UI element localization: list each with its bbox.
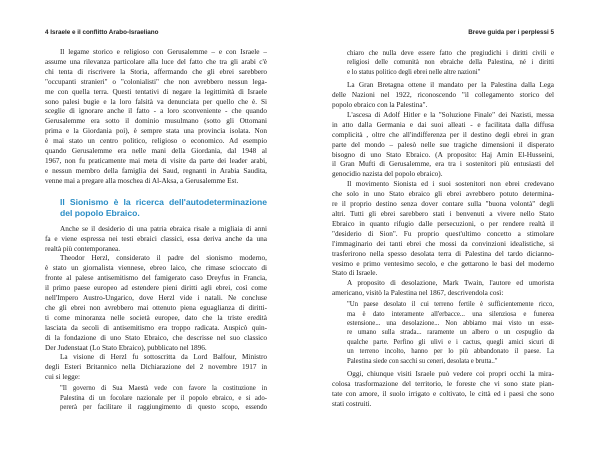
text-line: e nessun membro della famiglia dei Saud, regnanti in Arabia Saudita, [45, 166, 267, 175]
paragraph [45, 254, 267, 353]
text-line: qualche parte. Perfino gli ulivi e i cactus, quegli amici sicuri di [347, 338, 554, 346]
text-line: complicità , oltre che all'indifferenza per il destino degli ebrei in gran [332, 130, 554, 139]
running-head-left: 4 Israele e il conflitto Arabo-Israeliano [45, 29, 159, 36]
text-line: prima e la Giordania poi), è sempre stata una provincia isolata. Non [45, 127, 267, 136]
text-line: popolo ebraico con la Palestina". [332, 101, 428, 110]
paragraph [332, 370, 554, 410]
text-line: 1967, non fu praticamente mai meta di visite da parte dei leader arabi, [45, 156, 267, 165]
left-text-column [45, 48, 267, 416]
text-line: colosa trasformazione del territorio, le foreste che vi sono state pian- [332, 379, 554, 388]
running-head-right: Breve guida per i perplessi 5 [468, 29, 554, 36]
text-line: è stato un giornalista viennese, ebreo laico, che rimase scioccato di [45, 264, 267, 273]
text-line: genocidio nazista del popolo ebraico). [332, 170, 443, 179]
text-line: e lo status politico degli ebrei nelle altre nazioni" [347, 68, 481, 76]
text-line: fronte al palese antisemitismo del famigerato caso Dreyfus in Francia, [45, 274, 267, 283]
text-line: A proposito di desolazione, Mark Twain, l'autore ed umorista [347, 279, 554, 288]
text-line: del popolo Ebraico. [60, 207, 140, 218]
text-line: che solo in uno Stato ebraico gli ebrei avrebbero potuto determina- [332, 190, 554, 199]
text-line: chiaro che nulla deve essere fatto che pregiudichi i diritti civili e [347, 50, 554, 57]
paragraph [332, 81, 554, 111]
text-line: degli Esteri Britannico nella Dichiarazione del 2 novembre 1917 in [45, 363, 267, 372]
text-line: sceglie di ignorare anche il fatto - a loro sconveniente - che quando [45, 107, 267, 116]
text-line: Gerusalemme era sotto il dominio musulmano (sotto gli Ottomani [45, 117, 267, 126]
text-line: che gli ebrei non avrebbero mai ottenuto piena eguaglianza di diritti- [45, 303, 267, 312]
text-line: "occupanti stranieri" o "colonialisti" che non avrebbero nessun lega- [45, 77, 267, 86]
block-quote [347, 300, 554, 366]
paragraph [332, 180, 554, 279]
text-line: altri. Tutti gli ebrei sarebbero stati i benvenuti a vivere nello Stato [332, 210, 554, 218]
text-line: nell'Impero Austro-Ungarico, dove Herzl vide i natali. Ne concluse [45, 294, 267, 303]
text-line: realtà più contemporanea. [45, 244, 121, 253]
text-line: in atto dalla Germania e dai suoi alleati - e facilitata dalla diffusa [332, 120, 554, 129]
text-line: La visione di Herzl fu sottoscritta da Lord Balfour, Ministro [60, 353, 267, 362]
block-quote [347, 49, 554, 77]
text-line: lasciata da secoli di antisemitismo era troppo radicata. Auspicò quin- [45, 323, 267, 332]
text-line: "Il governo di Sua Maestà vede con favore la costituzione in [60, 385, 267, 393]
text-line: Der Judenstaat (Lo Stato Ebraico), pubblicato nel 1896. [45, 343, 207, 352]
text-line: bisogno di uno Stato Ebraico. (A proposito: Haj Amin El-Husseini, [332, 150, 554, 159]
text-line: delle Nazioni nel 1922, riconoscendo "il collegamento storico del [332, 91, 554, 100]
text-line: Il movimento Sionista ed i suoi sostenitori non ebrei credevano [347, 180, 554, 189]
text-line: un terreno incolto, hanno per lo più abbandonato il paese. La [347, 348, 554, 356]
text-line: l'immaginario dei tanti ebrei che mossi da convinzioni idealistiche, si [332, 239, 554, 248]
text-line: quando Gerusalemme era nelle mani della Giordania, dal 1948 al [45, 147, 267, 156]
text-line: Palestina di un focolare nazionale per il popolo ebraico, e si ado- [60, 394, 267, 402]
text-line: Palestina siede con sacchi su ceneri, desolata e brutta.." [347, 357, 498, 365]
text-line: estensione... una desolazione... Non abbiamo mai visto un esse- [347, 319, 554, 327]
text-line: Il Sionismo è la ricerca dell'autodeterminazione [60, 196, 267, 207]
text-line: Ebraico in quanto rifugio dalle persecuzioni, o per rendere realtà il [332, 219, 554, 228]
section-heading [60, 197, 267, 219]
paragraph [45, 225, 267, 255]
text-line: ma è dato interamente all'erbacce... una silenziosa e funerea [347, 310, 554, 318]
text-line: religiosi delle comunità non ebraiche della Palestina, né i diritti [347, 59, 554, 67]
text-line: L'ascesa di Adolf Hitler e la "Soluzione Finale" dei Nazisti, messa [347, 110, 554, 119]
text-line: Il legame storico e religioso con Gerusalemme – e con Israele – [60, 48, 267, 56]
block-quote [60, 384, 267, 412]
text-line: re il proprio destino senza dover contare sulla "buona volontà" degli [332, 200, 554, 209]
text-line: parte del mondo – palesò nelle sue tragiche dimensioni il disperato [332, 140, 554, 149]
paragraph [45, 48, 267, 187]
text-line: chi tenta di riscrivere la Storia, affermando che gli ebrei sarebbero [45, 67, 267, 76]
text-line: vesimo e primo ventesimo secolo, e che gettarono le basi del moderno [332, 259, 554, 268]
text-line: stati costruiti. [332, 399, 372, 408]
text-line: Oggi, chiunque visiti Israele può vedere coi propri occhi la mira- [347, 370, 554, 378]
right-text-column [332, 48, 554, 410]
text-line: il primo paese europeo ad estendere pieni diritti agli ebrei, così come [45, 284, 267, 293]
text-line: sono palesi bugie e la loro falsità va denunciata per quello che è. Si [45, 97, 267, 106]
text-line: La Gran Bretagna ottene il mandato per la Palestina dalla Lega [347, 81, 554, 90]
right-page [300, 0, 600, 463]
text-line: cui si legge: [45, 373, 81, 382]
text-line: il Gran Mufti di Gerusalemme, era tra i sostenitori più entusiasti del [332, 160, 554, 169]
paragraph [45, 353, 267, 383]
text-line: è mai stato un centro politico, religioso o economico. Ad esempio [45, 137, 267, 146]
text-line: americano, visitò la Palestina nel 1867, descrivendola così: [332, 289, 504, 298]
text-line: "Un paese desolato il cui terreno fertile è sufficientemente ricco, [347, 301, 554, 309]
paragraph [332, 279, 554, 299]
text-line: assume una rilevanza particolare alla luce del fatto che tra gli arabi c'è [45, 57, 267, 66]
text-line: me con quella terra. Questi tentativi di negare la legittimità di Israele [45, 87, 267, 96]
text-line: pererà per facilitare il raggiungimento di questo scopo, essendo [60, 404, 267, 411]
paragraph [332, 111, 554, 180]
text-line: tate con amore, il suolo irrigato e coltivato, le città ed i paesi che sono [332, 389, 554, 398]
text-line: di la fondazione di uno Stato Ebraico, che descrisse nel suo classico [45, 333, 267, 342]
text-line: "desiderio di Sion". Fu proprio quest'ultimo concetto a stimolare [332, 229, 554, 238]
text-line: Theodor Herzl, considerato il padre del sionismo moderno, [60, 254, 267, 263]
text-line: re umano sulla strada... raramente un albero o un cespuglio da [347, 329, 554, 337]
text-line: Anche se il desiderio di una patria ebraica risale a migliaia di anni [60, 224, 267, 233]
text-line: trasferirono nella spesso desolata terra di Palestina del tardo dicianno- [332, 249, 554, 258]
text-line: Stato di Israele. [332, 269, 378, 278]
text-line: fa e viene espressa nei testi ebraici classici, essa deriva anche da una [45, 234, 267, 243]
text-line: ti come minoranza nelle società europee, dato che la triste eredità [45, 313, 267, 322]
text-line: venne mai a pregare alla moschea di Al-Aksa, a Gerusalemme Est. [45, 176, 239, 185]
